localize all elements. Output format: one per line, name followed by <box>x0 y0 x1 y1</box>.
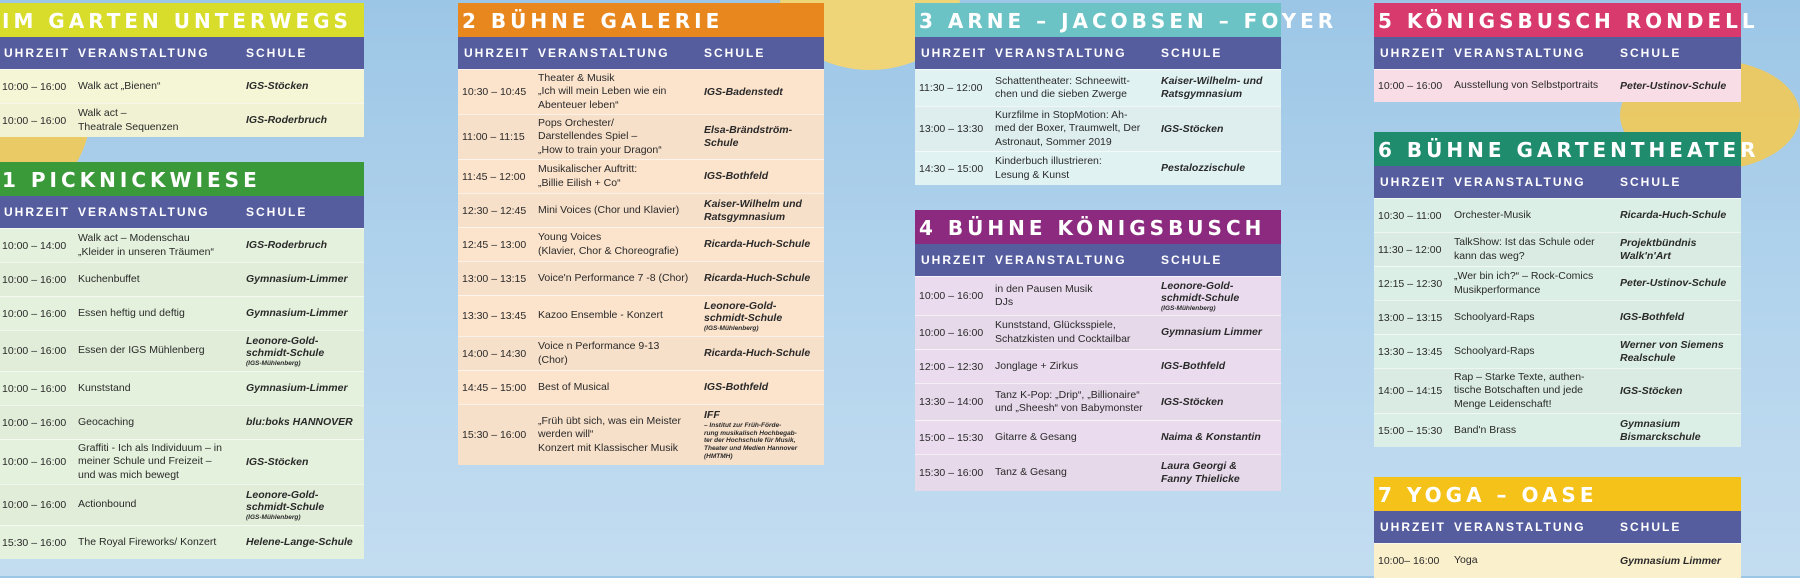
event-cell: Ausstellung von Selbstportraits <box>1454 79 1599 92</box>
event-cell: Essen heftig und deftig <box>78 306 185 319</box>
table-row <box>1374 69 1741 102</box>
time-cell: 10:00 – 16:00 <box>919 290 984 302</box>
time-cell: 15:00 – 15:30 <box>1378 424 1443 437</box>
event-cell: Walk act „Bienen“ <box>78 79 161 92</box>
table-row <box>0 439 364 484</box>
school-name: Ricarda-Huch-Schule <box>704 238 811 251</box>
school-name: Ricarda-Huch-Schule <box>704 347 811 360</box>
event-cell: in den Pausen Musik DJs <box>995 282 1093 308</box>
time-cell: 11:30 – 12:00 <box>919 82 983 94</box>
table-row <box>458 193 824 227</box>
school-cell <box>246 456 364 469</box>
panel-title: IM GARTEN UNTERWEGS <box>0 3 364 37</box>
time-cell: 10:30 – 10:45 <box>462 86 527 98</box>
school-note: (IGS-Mühlenberg) <box>704 324 759 332</box>
event-cell: Mini Voices (Chor und Klavier) <box>538 203 680 216</box>
time-cell: 12:45 – 13:00 <box>462 238 527 251</box>
school-cell <box>246 489 364 522</box>
school-name: IGS-Stöcken <box>246 455 309 468</box>
school-name: IGS-Roderbruch <box>246 114 328 127</box>
panel-1-picknickwiese <box>0 162 364 559</box>
event-cell: Voice'n Performance 7 -8 (Chor) <box>538 271 689 284</box>
school-name: Leonore-Gold- schmidt-Schule <box>246 488 325 514</box>
event-cell: Orchester-Musik <box>1454 208 1532 221</box>
time-cell: 13:00 – 13:30 <box>919 123 984 135</box>
table-header <box>1374 37 1741 69</box>
time-cell: 12:15 – 12:30 <box>1378 277 1443 290</box>
header-time: UHRZEIT <box>4 205 70 219</box>
time-cell: 10:00 – 16:00 <box>2 499 67 511</box>
school-name: Ricarda-Huch-Schule <box>704 272 811 285</box>
time-cell: 14:45 – 15:00 <box>462 381 527 394</box>
event-cell: Tanz K-Pop: „Drip“, „Billionaire“ und „Sheesh“ von Babymonster <box>995 388 1143 414</box>
school-cell <box>1161 75 1281 100</box>
time-cell: 15:30 – 16:00 <box>919 467 984 479</box>
time-cell: 15:30 – 16:00 <box>462 429 527 441</box>
header-time: UHRZEIT <box>1380 175 1446 189</box>
school-name: Gymnasium Limmer <box>1161 326 1262 339</box>
table-row <box>458 261 824 295</box>
table-row <box>1374 266 1741 300</box>
school-cell <box>704 409 824 461</box>
table-row <box>0 296 364 330</box>
school-cell <box>704 170 824 183</box>
school-name: Leonore-Gold- schmidt-Schule <box>1161 279 1240 305</box>
header-school: SCHULE <box>1620 519 1682 534</box>
school-name: Gymnasium Limmer <box>1620 554 1721 567</box>
event-cell: Musikalischer Auftritt: „Billie Eilish + Co“ <box>538 163 638 189</box>
time-cell: 13:30 – 13:45 <box>1378 345 1443 358</box>
school-name: Kaiser-Wilhelm- und Ratsgymnasium <box>1161 75 1263 100</box>
school-cell <box>246 307 364 320</box>
time-cell: 11:45 – 12:00 <box>462 170 526 183</box>
school-cell <box>246 239 364 252</box>
event-cell: Theater & Musik „Ich will mein Leben wie ein Abenteuer leben“ <box>538 72 667 111</box>
time-cell: 10:00 – 16:00 <box>2 416 67 429</box>
time-cell: 14:00 – 14:30 <box>462 347 527 360</box>
school-name: Gymnasium-Limmer <box>246 382 348 395</box>
table-row <box>915 276 1281 315</box>
panel-title: 7 YOGA – OASE <box>1374 477 1741 511</box>
school-cell <box>1620 277 1741 290</box>
school-name: Werner von Siemens Realschule <box>1620 338 1724 364</box>
table-row <box>458 370 824 404</box>
school-cell <box>704 86 824 99</box>
time-cell: 10:00– 16:00 <box>1378 555 1440 567</box>
event-cell: Tanz & Gesang <box>995 466 1067 479</box>
table-row <box>915 454 1281 491</box>
school-name: IGS-Badenstedt <box>704 85 783 98</box>
time-cell: 10:00 – 16:00 <box>2 114 67 127</box>
table-row <box>915 106 1281 151</box>
header-school: SCHULE <box>1620 174 1682 189</box>
header-time: UHRZEIT <box>464 46 530 60</box>
school-note: (IGS-Mühlenberg) <box>1161 304 1216 312</box>
school-cell <box>1620 311 1741 324</box>
header-time: UHRZEIT <box>1380 46 1446 60</box>
panel-3-arne-jacobsen-foyer <box>915 3 1338 185</box>
event-cell: Gitarre & Gesang <box>995 430 1077 443</box>
event-cell: Geocaching <box>78 415 135 428</box>
header-school: SCHULE <box>1161 45 1223 60</box>
school-name: IGS-Stöcken <box>1161 395 1224 408</box>
school-name: Gymnasium-Limmer <box>246 307 348 320</box>
school-name: Leonore-Gold- schmidt-Schule <box>246 334 325 360</box>
header-event: VERANSTALTUNG <box>995 252 1127 267</box>
event-cell: Kunststand, Glücksspiele, Schatzkisten und Cocktailbar <box>995 319 1131 345</box>
table-row <box>458 114 824 159</box>
table-row <box>1374 232 1741 266</box>
event-cell: Kazoo Ensemble - Konzert <box>538 309 663 322</box>
school-cell <box>1161 431 1281 444</box>
header-event: VERANSTALTUNG <box>538 45 670 60</box>
school-cell <box>1620 385 1741 398</box>
header-time: UHRZEIT <box>921 46 987 60</box>
school-cell <box>704 124 824 149</box>
event-cell: „Wer bin ich?“ – Rock-Comics Musikperformance <box>1454 270 1594 296</box>
table-row <box>0 262 364 296</box>
table-row <box>0 405 364 439</box>
school-note: – Institut zur Früh-Förde- rung musikalisch Hochbegab- ter der Hochschule für Musik, Theater und Medien Hannover (HMTMH) <box>704 421 798 460</box>
table-row <box>458 159 824 193</box>
table-row <box>915 315 1281 349</box>
table-header <box>915 37 1281 69</box>
event-cell: Best of Musical <box>538 380 610 393</box>
school-cell <box>246 416 364 429</box>
time-cell: 13:30 – 14:00 <box>919 396 984 408</box>
school-cell <box>1161 123 1281 136</box>
event-cell: Schattentheater: Schneewitt- chen und die sieben Zwerge <box>995 74 1130 100</box>
school-cell <box>246 114 364 127</box>
panel-4-b-hne-k-nigsbusch <box>915 210 1281 491</box>
event-cell: Schoolyard-Raps <box>1454 344 1535 357</box>
panel-title: 3 ARNE – JACOBSEN – FOYER <box>915 3 1281 37</box>
school-note: (IGS-Mühlenberg) <box>246 513 301 521</box>
header-time: UHRZEIT <box>1380 520 1446 534</box>
time-cell: 10:00 – 14:00 <box>2 239 67 252</box>
table-row <box>0 69 364 103</box>
panel-title: 6 BÜHNE GARTENTHEATER <box>1374 132 1741 166</box>
school-cell <box>704 347 824 360</box>
table-row <box>1374 334 1741 368</box>
header-time: UHRZEIT <box>921 253 987 267</box>
table-row <box>458 295 824 336</box>
event-cell: Essen der IGS Mühlenberg <box>78 344 205 357</box>
school-name: IFF <box>704 409 720 422</box>
table-row <box>0 330 364 371</box>
header-school: SCHULE <box>1161 252 1223 267</box>
table-row <box>915 69 1281 106</box>
table-row <box>1374 543 1741 578</box>
event-cell: Voice n Performance 9-13 (Chor) <box>538 340 660 366</box>
table-header <box>0 37 364 69</box>
time-cell: 14:30 – 15:00 <box>919 162 984 175</box>
panel-6-b-hne-gartentheater <box>1374 132 1760 447</box>
table-row <box>0 371 364 405</box>
event-cell: Graffiti - Ich als Individuum – in meiner Schule und Freizeit – und was mich bewegt <box>78 442 222 481</box>
table-row <box>915 151 1281 185</box>
school-cell <box>246 335 364 368</box>
table-row <box>1374 413 1741 447</box>
header-event: VERANSTALTUNG <box>1454 45 1586 60</box>
time-cell: 10:00 – 16:00 <box>919 326 984 339</box>
event-cell: Actionbound <box>78 498 137 511</box>
school-name: Laura Georgi & Fanny Thielicke <box>1161 460 1240 485</box>
school-cell <box>1620 555 1741 568</box>
header-school: SCHULE <box>246 204 308 219</box>
school-cell <box>1620 339 1741 364</box>
table-row <box>0 525 364 559</box>
event-cell: Rap – Starke Texte, authen- tische Botschaften und jede Menge Leidenschaft! <box>1454 371 1585 410</box>
panel-title: 2 BÜHNE GALERIE <box>458 3 824 37</box>
time-cell: 13:00 – 13:15 <box>1378 311 1443 324</box>
time-cell: 12:00 – 12:30 <box>919 360 984 373</box>
school-cell <box>1620 418 1741 443</box>
table-row <box>458 404 824 465</box>
school-name: IGS-Bothfeld <box>704 170 769 183</box>
header-event: VERANSTALTUNG <box>78 45 210 60</box>
table-row <box>458 69 824 114</box>
event-cell: The Royal Fireworks/ Konzert <box>78 535 217 548</box>
table-row <box>0 103 364 137</box>
panel-title: 5 KÖNIGSBUSCH RONDELL <box>1374 3 1741 37</box>
header-school: SCHULE <box>246 45 308 60</box>
school-cell <box>246 536 364 549</box>
school-name: Pestalozzischule <box>1161 162 1246 175</box>
time-cell: 14:00 – 14:15 <box>1378 385 1443 397</box>
panel-title: 1 PICKNICKWIESE <box>0 162 364 196</box>
time-cell: 15:00 – 15:30 <box>919 431 984 444</box>
table-header <box>0 196 364 228</box>
table-row <box>915 420 1281 454</box>
header-school: SCHULE <box>1620 45 1682 60</box>
header-event: VERANSTALTUNG <box>995 45 1127 60</box>
school-cell <box>704 272 824 285</box>
school-name: IGS-Stöcken <box>1161 122 1224 135</box>
table-header <box>458 37 824 69</box>
school-name: Peter-Ustinov-Schule <box>1620 277 1727 290</box>
school-name: Helene-Lange-Schule <box>246 536 353 549</box>
school-name: Gymnasium Bismarckschule <box>1620 417 1701 443</box>
event-cell: Young Voices (Klavier, Chor & Choreografie) <box>538 231 679 257</box>
header-school: SCHULE <box>704 45 766 60</box>
school-cell <box>1161 360 1281 373</box>
time-cell: 15:30 – 16:00 <box>2 536 67 549</box>
school-name: Leonore-Gold- schmidt-Schule <box>704 299 783 325</box>
school-name: IGS-Roderbruch <box>246 239 328 252</box>
table-row <box>458 336 824 370</box>
table-row <box>1374 300 1741 334</box>
school-cell <box>704 300 824 333</box>
school-name: Naima & Konstantin <box>1161 431 1261 444</box>
event-cell: Yoga <box>1454 554 1478 567</box>
header-event: VERANSTALTUNG <box>1454 174 1586 189</box>
school-cell <box>1161 396 1281 409</box>
school-name: Gymnasium-Limmer <box>246 273 348 286</box>
school-name: Elsa-Brändström- Schule <box>704 124 793 149</box>
event-cell: Pops Orchester/ Darstellendes Spiel – „How to train your Dragon“ <box>538 117 662 156</box>
table-row <box>1374 198 1741 232</box>
time-cell: 10:00 – 16:00 <box>2 80 67 93</box>
header-time: UHRZEIT <box>4 46 70 60</box>
time-cell: 12:30 – 12:45 <box>462 204 527 217</box>
event-cell: Kurzfilme in StopMotion: Ah- med der Boxer, Traumwelt, Der Astronaut, Sommer 2019 <box>995 109 1141 148</box>
event-cell: Band'n Brass <box>1454 423 1517 436</box>
table-row <box>915 349 1281 383</box>
event-cell: TalkShow: Ist das Schule oder kann das weg? <box>1454 236 1595 262</box>
school-cell <box>1161 326 1281 339</box>
time-cell: 11:30 – 12:00 <box>1378 243 1442 256</box>
header-event: VERANSTALTUNG <box>1454 519 1586 534</box>
school-cell <box>1620 237 1741 262</box>
header-event: VERANSTALTUNG <box>78 204 210 219</box>
event-cell: Kunststand <box>78 381 131 394</box>
table-header <box>1374 166 1741 198</box>
panel-im-garten-unterwegs <box>0 3 364 137</box>
school-cell <box>1161 280 1281 313</box>
event-cell: Walk act – Modenschau „Kleider in unseren Träumen“ <box>78 232 214 258</box>
time-cell: 10:00 – 16:00 <box>2 273 67 286</box>
time-cell: 11:00 – 11:15 <box>462 131 525 143</box>
table-row <box>1374 368 1741 413</box>
school-name: Ricarda-Huch-Schule <box>1620 209 1727 222</box>
panel-2-b-hne-galerie <box>458 3 824 465</box>
school-name: IGS-Bothfeld <box>704 381 769 394</box>
school-name: IGS-Bothfeld <box>1620 311 1685 324</box>
school-cell <box>1161 460 1281 485</box>
school-note: (IGS-Mühlenberg) <box>246 359 301 367</box>
panel-title: 4 BÜHNE KÖNIGSBUSCH <box>915 210 1281 244</box>
event-cell: Kinderbuch illustrieren: Lesung & Kunst <box>995 155 1102 181</box>
event-cell: Walk act – Theatrale Sequenzen <box>78 107 179 133</box>
school-name: IGS-Stöcken <box>246 80 309 93</box>
table-header <box>915 244 1281 276</box>
school-name: Peter-Ustinov-Schule <box>1620 79 1727 92</box>
panel-7-yoga-oase <box>1374 477 1741 578</box>
time-cell: 10:00 – 16:00 <box>2 456 67 468</box>
school-name: Projektbündnis Walk'n'Art <box>1620 236 1697 262</box>
school-cell <box>704 381 824 394</box>
school-cell <box>1620 209 1741 222</box>
time-cell: 10:00 – 16:00 <box>1378 80 1443 92</box>
table-header <box>1374 511 1741 543</box>
event-cell: Kuchenbuffet <box>78 272 140 285</box>
table-row <box>915 383 1281 420</box>
time-cell: 10:00 – 16:00 <box>2 345 67 357</box>
table-row <box>458 227 824 261</box>
table-row <box>0 228 364 262</box>
time-cell: 10:00 – 16:00 <box>2 307 67 320</box>
school-cell <box>1620 80 1741 93</box>
school-cell <box>704 238 824 251</box>
school-cell <box>246 273 364 286</box>
time-cell: 10:00 – 16:00 <box>2 382 67 395</box>
time-cell: 13:30 – 13:45 <box>462 310 527 322</box>
school-cell <box>246 80 364 93</box>
time-cell: 13:00 – 13:15 <box>462 272 527 285</box>
event-cell: Jonglage + Zirkus <box>995 359 1079 372</box>
panel-5-k-nigsbusch-rondell <box>1374 3 1759 102</box>
school-cell <box>246 382 364 395</box>
school-cell <box>1161 162 1281 175</box>
event-cell: Schoolyard-Raps <box>1454 310 1535 323</box>
time-cell: 10:30 – 11:00 <box>1378 209 1442 222</box>
table-row <box>0 484 364 525</box>
school-cell <box>704 198 824 223</box>
school-name: IGS-Stöcken <box>1620 384 1683 397</box>
school-name: Kaiser-Wilhelm und Ratsgymnasium <box>704 197 802 223</box>
school-name: blu:boks HANNOVER <box>246 416 353 429</box>
event-cell: „Früh übt sich, was ein Meister werden will“ Konzert mit Klassischer Musik <box>538 415 681 454</box>
school-name: IGS-Bothfeld <box>1161 360 1226 373</box>
